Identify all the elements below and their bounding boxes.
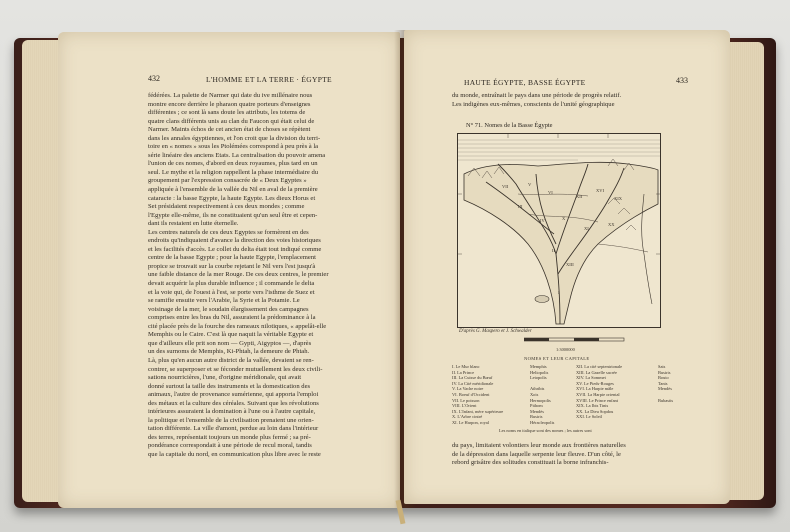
left-text-line: dant ils restaient en lutte éternelle.: [148, 220, 239, 228]
left-text-line: voisinage de la mer, le soudain élargissement des campagnes: [148, 305, 309, 313]
left-text-line: endroits qu'indiquaient d'avance la direction des voies historiques: [148, 237, 321, 245]
left-text-line: la politique et l'ensemble de la civilisation prenaient une orien-: [148, 416, 314, 424]
legend-cell: XVII. La Harpie oriental: [576, 391, 620, 397]
right-bottom-text: [452, 442, 712, 468]
left-text-line: pondérance correspondait à une période de recul moral, tandis: [148, 442, 312, 450]
legend-cell: XIV. La Sommet: [576, 375, 606, 381]
left-text-line: l'Egypte elle-même, ils ne constituaient qu'un seul être et cepen-: [148, 211, 318, 219]
left-text-line: cataracte : la basse Egypte, la haute Egypte. Les dieux Horus et: [148, 194, 316, 202]
left-text-line: l'union de ces nomes, d'abord en deux royaumes, plus tard en un: [148, 160, 318, 168]
left-text-line: montre encore derrière le pharaon quatre porteurs d'enseignes: [148, 100, 311, 108]
left-text-line: que la capitale du nord, en communication plus libre avec le reste: [148, 450, 321, 458]
legend-cell: V. La Vache noire: [452, 386, 484, 392]
left-text-line: donné surtout la taille des instruments et la domestication des: [148, 382, 311, 390]
legend-cell: II. La Prince: [452, 369, 475, 375]
legend-cell: [658, 420, 698, 426]
left-text-line: des métaux et la culture des céréales. Suivant que les révolutions: [148, 399, 319, 407]
svg-text:XVI: XVI: [596, 188, 604, 193]
left-text-line: différentes ; ce sont là sans doute les attributs, les totems de: [148, 109, 306, 117]
legend-cell: XI. Le Harpon, royal: [452, 419, 489, 425]
legend-cell: [576, 420, 658, 426]
legend-cell: Xois: [530, 391, 539, 397]
legend-cell: X. L'Arbre cintré: [452, 414, 483, 420]
legend-cell: XVI. La Harpie mâle: [576, 386, 614, 392]
legend-cell: Hermopolis: [530, 397, 551, 403]
right-running-head: HAUTE ÉGYPTE, BASSE ÉGYPTE: [464, 78, 586, 87]
legend-row: [452, 420, 702, 426]
svg-text:IV: IV: [540, 218, 545, 223]
svg-text:XI: XI: [584, 226, 589, 231]
legend-cell: XII. La cité septentrionale: [576, 364, 623, 369]
map-legend: [452, 364, 702, 426]
legend-cell: XV. Le Pieds-Rouges: [576, 380, 614, 386]
left-page-number: 432: [148, 74, 160, 83]
svg-text:V: V: [528, 182, 532, 187]
legend-cell: Letopolis: [530, 375, 547, 381]
svg-text:I: I: [558, 290, 560, 295]
svg-text:XX: XX: [608, 222, 615, 227]
right-top-text: [452, 92, 678, 109]
legend-cell: VIII. L'Orient: [452, 403, 477, 409]
legend-footer: Les noms en italique sont des nomes ; les autres sont: [499, 428, 592, 433]
legend-title: NOMES ET LEUR CAPITALE: [524, 356, 590, 361]
legend-cell: XVIII. Le Prince enfant: [576, 397, 618, 403]
left-text-line: animaux, l'autre de provenance sumérienne, qui apporta l'emploi: [148, 391, 319, 399]
left-text-line: Là, plus qu'en aucun autre district de la vallée, devaient se ren-: [148, 356, 314, 364]
svg-text:X: X: [562, 216, 566, 221]
left-text-line: que d'ailleurs elle prit son nom — Gypti, Aigyptos —, d'après: [148, 339, 312, 347]
legend-cell: Heliopolis: [530, 369, 549, 375]
left-text-line: propice se trouvait sur la courbe rejetant le Nil vers l'est jusqu'à: [148, 262, 316, 270]
legend-cell: Mendès: [530, 408, 544, 414]
left-text-line: Narmer. Maints échos de cet ancien état de choses se répètent: [148, 126, 311, 134]
legend-cell: XX. La Dieu Sopdou: [576, 408, 614, 414]
map-scale-bar: [524, 336, 634, 348]
legend-cell: Tanis: [658, 380, 668, 386]
left-text-line: tation différente. La ville d'amont, perdue au loin dans l'intérieur: [148, 425, 319, 433]
svg-text:XIII: XIII: [566, 262, 574, 267]
left-text-line: Memphis ou le Caire. C'est là que naquit la véritable Egypte et: [148, 331, 314, 339]
right-page-number: 433: [676, 76, 688, 85]
legend-cell: Athribis: [530, 386, 545, 392]
right-bottom-text-line: de la dépression dans laquelle serpente leur fleuve. D'un côté, le: [452, 450, 621, 458]
right-top-text-line: Les indigènes eux-mêmes, conscients de l'unité géographique: [452, 100, 615, 108]
right-page: [404, 30, 730, 504]
left-text-line: fédérées. La palette de Narmer qui date du ive millénaire nous: [148, 92, 313, 99]
left-text-line: contrer, se superposer et se féconder mutuellement les deux civili-: [148, 365, 323, 373]
left-text-line: et les facilités d'accès. Le collet du delta était tout indiqué comme: [148, 245, 322, 253]
left-text-line: devait acquérir la plus durable influence ; il commande le delta: [148, 280, 315, 288]
left-text-line: dans les annales égyptiennes, et l'on croit que la division du terri-: [148, 134, 321, 142]
svg-text:XII: XII: [576, 194, 583, 199]
map-scale-label: 1:3000000: [556, 347, 575, 352]
left-text-line: se ramifie ensuite vers l'Arabie, la Syrie et la Potamie. Le: [148, 297, 300, 305]
left-text-line: comprises entre les bras du Nil, assuraient la prédominance à la: [148, 314, 316, 322]
svg-text:II: II: [552, 248, 555, 253]
right-top-text-line: du monde, entraînait le pays dans une période de progrès relatif.: [452, 92, 622, 99]
legend-cell: Memphis: [530, 364, 547, 369]
legend-cell: XXI. Le Soleil: [576, 414, 602, 420]
map-title: N° 71. Nomes de la Basse Égypte: [466, 122, 553, 129]
map-of-lower-egypt: [457, 133, 661, 328]
left-text-line: une faible distance de la mer Rouge. De ces deux centres, le premier: [148, 271, 329, 279]
legend-cell: Bubastis: [658, 397, 674, 403]
left-text-line: Les centres naturels de ces deux Egyptes se formèrent en des: [148, 228, 309, 236]
right-bottom-text-line: du pays, limitaient volontiers leur monde aux frontières naturelles: [452, 442, 626, 449]
svg-text:VI: VI: [548, 190, 553, 195]
legend-cell: Mendès: [658, 386, 672, 392]
left-text-line: appliquée à l'ensemble de la vallée du Nil en aval de la première: [148, 186, 318, 194]
left-text-line: sations nourricières, l'une, d'origine méridionale, qui avait: [148, 374, 302, 382]
left-text-line: intérieures assuraient la domination à l'une ou à l'autre capitale,: [148, 408, 316, 416]
legend-cell: Bouto: [658, 375, 669, 381]
right-bottom-text-line: rebord grisâtre des solitudes constituait la borne infranchis-: [452, 459, 609, 467]
legend-cell: VI. Boeuf d'Occident: [452, 391, 490, 397]
left-text-line: série linéaire des anciens Etats. La centralisation du pouvoir amena: [148, 151, 326, 159]
left-running-head: L'HOMME ET LA TERRE · ÉGYPTE: [206, 75, 332, 84]
legend-cell: I. Le Mur blanc: [452, 364, 480, 369]
left-text-line: centre de la basse Egypte ; pour la haute Egypte, l'emplacement: [148, 254, 316, 262]
legend-cell: XIX. La Ibis Tinis: [576, 403, 609, 409]
left-page: [58, 32, 400, 508]
left-text-line: cité placée près de la fourche des rameaux nilotiques, « appelât-elle: [148, 322, 327, 330]
map-credit: D'après G. Maspero et J. Schwalder: [459, 329, 532, 334]
svg-text:VII: VII: [502, 184, 509, 189]
legend-cell: Sais: [658, 364, 666, 369]
svg-text:XIX: XIX: [614, 196, 622, 201]
legend-cell: Héracleopolis: [530, 419, 555, 425]
legend-cell: IV. La Cité méridionale: [452, 380, 494, 386]
delta-map-drawing: [458, 134, 660, 327]
legend-cell: III. La Cuisse du Bœuf: [452, 375, 493, 381]
left-text-line: toire en « nomes » sous les Ptolémées correspond à peu près à la: [148, 143, 319, 151]
left-text-line: des terres, représentait toujours un monde plus fermé ; sa pré-: [148, 433, 311, 441]
legend-cell: Busiris: [530, 414, 543, 420]
left-text-line: quatre clans différents unis au clan du Faucon qui était celui de: [148, 117, 315, 125]
left-text-line: Set présidaient respectivement à ces deux mondes ; comme: [148, 203, 305, 211]
legend-cell: Busiris: [658, 369, 671, 375]
legend-cell: VII. Le poisson: [452, 397, 480, 403]
left-text-line: et la voie qui, de l'ouest à l'est, se porte vers l'isthme de Suez et: [148, 288, 315, 296]
left-text-line: seul. Le mythe et la religion rappellent la phase intermédiaire du: [148, 168, 319, 176]
legend-cell: IX. L'Infant, mère supérieure: [452, 408, 504, 414]
left-text-line: un des surnoms de Memphis, Ki-Phtah, la demeure de Phtah.: [148, 348, 310, 356]
left-text-line: groupement par l'expression consacrée de « Deux Egyptes »: [148, 177, 307, 185]
svg-text:III: III: [518, 204, 523, 209]
legend-cell: XIII. La Gazelle sacrée: [576, 369, 617, 375]
legend-cell: Pithom: [530, 403, 543, 409]
